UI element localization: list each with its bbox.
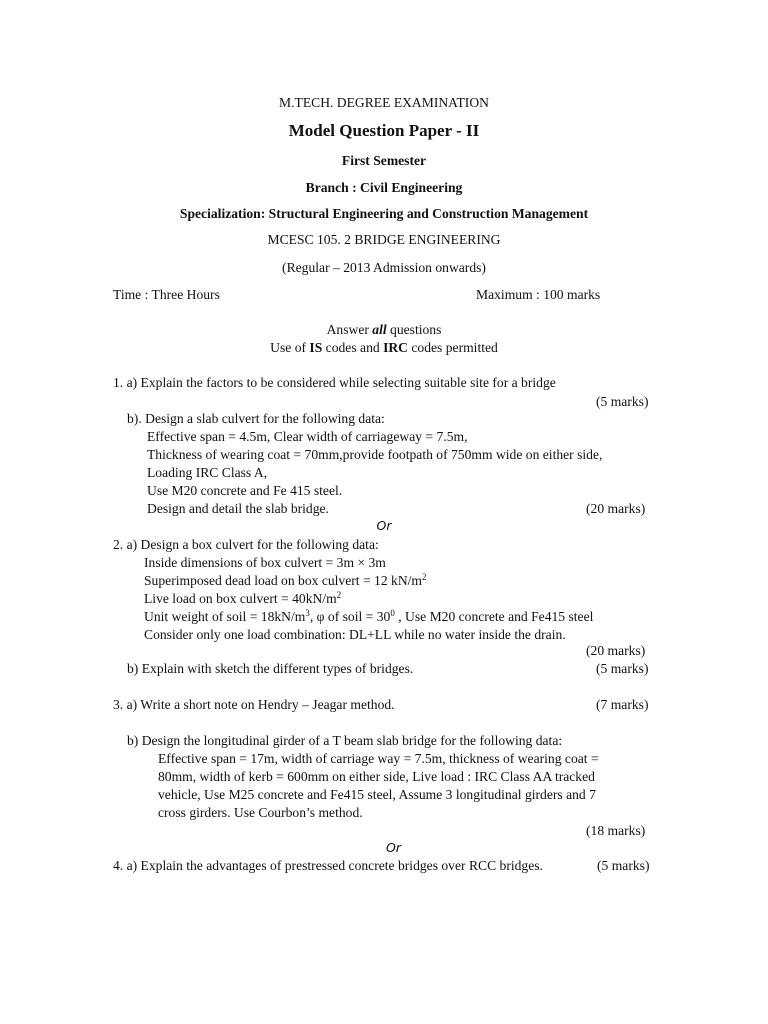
or-divider-2: Or	[386, 840, 401, 855]
specialization: Specialization: Structural Engineering and Construction Management	[179, 206, 589, 221]
q1b-line-4: Use M20 concrete and Fe 415 steel.	[147, 483, 343, 498]
admission-scheme: (Regular – 2013 Admission onwards)	[282, 260, 486, 275]
q3b-marks: (18 marks)	[586, 823, 646, 838]
or-divider-1: Or	[376, 518, 392, 533]
instruction-answer	[0, 322, 768, 338]
q3b-line-3: vehicle, Use M25 concrete and Fe415 steel, Assume 3 longitudinal girders and 7	[158, 787, 596, 802]
instruction-codes-mid: codes and	[322, 340, 384, 355]
q2a-text: 2. a) Design a box culvert for the following data:	[113, 537, 379, 552]
exam-title: M.TECH. DEGREE EXAMINATION	[279, 95, 489, 110]
q1b-line-1: Effective span = 4.5m, Clear width of carriageway = 7.5m,	[147, 429, 468, 444]
q2a-line-3-sup: 2	[336, 590, 342, 600]
q3b-text: b) Design the longitudinal girder of a T beam slab bridge for the following data:	[127, 733, 563, 748]
instruction-answer-post: questions	[386, 322, 442, 337]
q3a-text: 3. a) Write a short note on Hendry – Jeagar method.	[113, 697, 395, 712]
maximum-marks: Maximum : 100 marks	[476, 287, 601, 302]
q4a-text: 4. a) Explain the advantages of prestressed concrete bridges over RCC bridges.	[113, 858, 543, 873]
q1b-marks: (20 marks)	[586, 501, 646, 516]
q2a-line-2	[144, 573, 426, 589]
q2a-line-4-text-1: Unit weight of soil = 18kN/m	[144, 609, 306, 624]
q2a-line-5: Consider only one load combination: DL+LL while no water inside the drain.	[144, 627, 566, 642]
q1a-text: 1. a) Explain the factors to be considered while selecting suitable site for a bridge	[113, 375, 556, 390]
q1b-line-3: Loading IRC Class A,	[147, 465, 268, 480]
q2a-line-4-text-3: , Use M20 concrete and Fe415 steel	[394, 609, 594, 624]
q4a-marks: (5 marks)	[597, 858, 650, 873]
q2a-line-3	[144, 591, 341, 607]
q1b-text: b). Design a slab culvert for the following data:	[127, 411, 385, 426]
q1b-line-2: Thickness of wearing coat = 70mm,provide footpath of 750mm wide on either side,	[147, 447, 603, 462]
q2a-line-4-sup-2: 0	[390, 608, 395, 618]
q2b-marks: (5 marks)	[596, 661, 649, 676]
q2a-line-4	[144, 609, 593, 625]
semester: First Semester	[341, 153, 427, 168]
instruction-codes-pre: Use of	[270, 340, 310, 355]
q3b-line-2: 80mm, width of kerb = 600mm on either side, Live load : IRC Class AA tracked	[158, 769, 595, 784]
instruction-irc: IRC	[383, 340, 408, 355]
paper-title: Model Question Paper - II	[288, 121, 480, 140]
instruction-answer-all: all	[372, 322, 387, 337]
q2b-text: b) Explain with sketch the different types of bridges.	[127, 661, 414, 676]
course-title: MCESC 105. 2 BRIDGE ENGINEERING	[267, 232, 501, 247]
instruction-codes	[0, 340, 768, 356]
instruction-codes-post: codes permitted	[408, 340, 498, 355]
q3a-marks: (7 marks)	[596, 697, 649, 712]
q2a-line-4-sup-1: 3	[305, 608, 310, 618]
q1b-line-5: Design and detail the slab bridge.	[147, 501, 329, 516]
q2a-marks: (20 marks)	[586, 643, 646, 658]
q1a-marks: (5 marks)	[596, 394, 649, 409]
q2a-line-3-text: Live load on box culvert = 40kN/m	[144, 591, 337, 606]
q2a-line-1: Inside dimensions of box culvert = 3m × 3m	[144, 555, 386, 570]
q3b-line-1: Effective span = 17m, width of carriage way = 7.5m, thickness of wearing coat =	[158, 751, 599, 766]
q3b-line-4: cross girders. Use Courbon’s method.	[158, 805, 363, 820]
instruction-is: IS	[309, 340, 323, 355]
instruction-answer-pre: Answer	[326, 322, 373, 337]
branch: Branch : Civil Engineering	[305, 180, 463, 195]
q2a-line-4-text-2: , φ of soil = 30	[309, 609, 391, 624]
q2a-line-2-text: Superimposed dead load on box culvert = 12 kN/m	[144, 573, 422, 588]
time-allowed: Time : Three Hours	[113, 287, 220, 302]
q2a-line-2-sup: 2	[421, 572, 427, 582]
